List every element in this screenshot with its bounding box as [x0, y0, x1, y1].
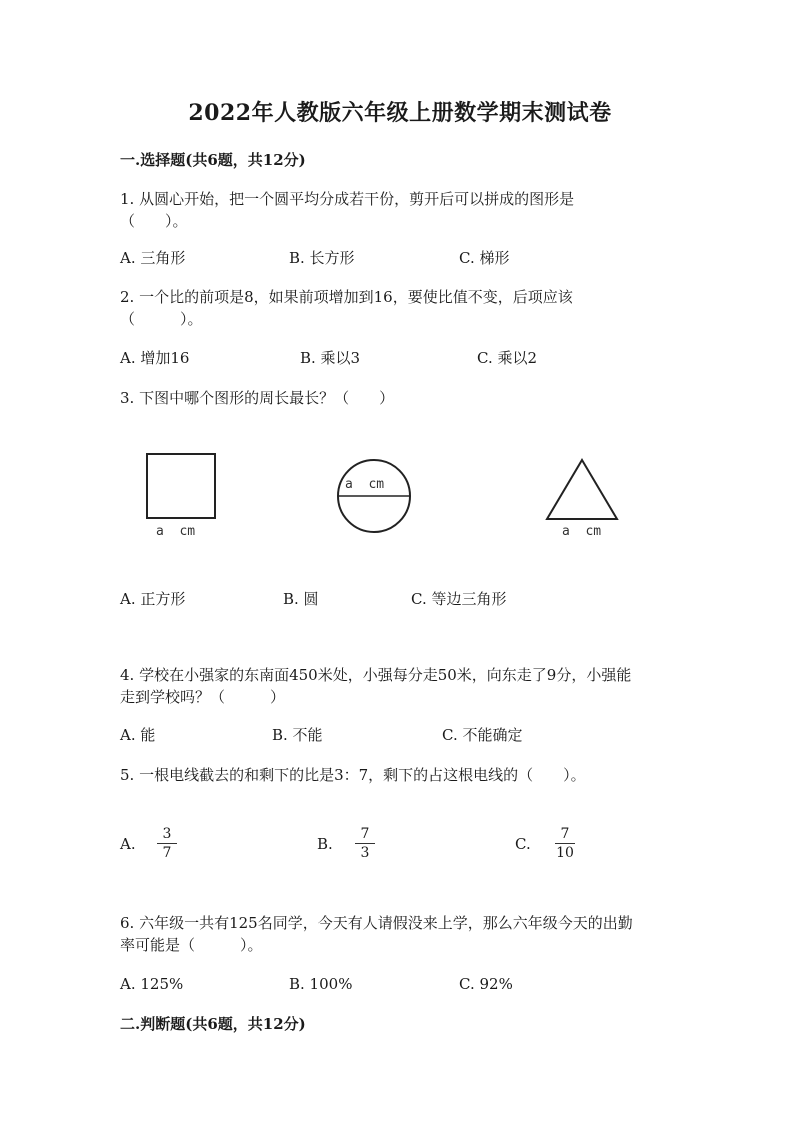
triangle-shape: [547, 460, 617, 519]
q5-fraction-b-denominator: 3: [360, 845, 370, 861]
q4-option-b[interactable]: B. 不能: [272, 726, 323, 744]
question-2-line2: （ ）。: [120, 310, 203, 328]
question-4: [120, 664, 690, 708]
question-3-line1: 3. 下图中哪个图形的周长最长？（ ）: [120, 389, 395, 407]
triangle-label: a cm: [562, 524, 602, 539]
question-1-line2: （ ）。: [120, 212, 188, 230]
q5-fraction-c-numerator: 7: [560, 826, 570, 842]
q5-fraction-c-bar: [555, 843, 575, 844]
q2-option-a[interactable]: A. 增加16: [120, 349, 190, 367]
q5-fraction-b[interactable]: [355, 826, 375, 861]
question-6-line2: 率可能是（ ）。: [120, 936, 263, 954]
q2-option-c[interactable]: C. 乘以2: [477, 349, 538, 367]
circle-figure: [334, 456, 414, 536]
q3-option-c[interactable]: C. 等边三角形: [411, 590, 507, 608]
q1-option-c[interactable]: C. 梯形: [459, 249, 510, 267]
q2-option-b[interactable]: B. 乘以3: [300, 349, 361, 367]
q6-option-c[interactable]: C. 92%: [459, 975, 513, 993]
question-2: [120, 286, 690, 330]
question-3: [120, 387, 690, 409]
q6-option-b[interactable]: B. 100%: [289, 975, 353, 993]
question-6-line1: 6. 六年级一共有125名同学，今天有人请假没来上学，那么六年级今天的出勤: [120, 914, 633, 932]
q5-fraction-a[interactable]: [157, 826, 177, 861]
q1-option-b[interactable]: B. 长方形: [289, 249, 355, 267]
question-4-line2: 走到学校吗？（ ）: [120, 688, 286, 706]
q5-fraction-b-numerator: 7: [360, 826, 370, 842]
question-2-line1: 2. 一个比的前项是8，如果前项增加到16，要使比值不变，后项应该: [120, 288, 573, 306]
q5-fraction-c[interactable]: [555, 826, 575, 861]
q5-fraction-a-denominator: 7: [162, 845, 172, 861]
question-1: [120, 188, 690, 232]
question-5: [120, 764, 690, 786]
square-label: a cm: [156, 524, 196, 539]
q6-option-a[interactable]: A. 125%: [120, 975, 184, 993]
q5-fraction-b-bar: [355, 843, 375, 844]
triangle-figure: [542, 455, 622, 525]
q4-option-c[interactable]: C. 不能确定: [442, 726, 523, 744]
q5-fraction-a-bar: [157, 843, 177, 844]
q1-option-a[interactable]: A. 三角形: [120, 249, 186, 267]
q5-fraction-a-numerator: 3: [162, 826, 172, 842]
section-heading-choice: 一.选择题(共6题，共12分): [120, 151, 306, 169]
q5-fraction-c-denominator: 10: [556, 845, 574, 861]
section-heading-judgment: 二.判断题(共6题，共12分): [120, 1015, 306, 1033]
question-4-line1: 4. 学校在小强家的东南面450米处，小强每分走50米，向东走了9分，小强能: [120, 666, 632, 684]
square-figure: [140, 448, 224, 524]
circle-label: a cm: [345, 477, 385, 492]
q5-option-c[interactable]: C.: [515, 835, 531, 853]
q5-option-b[interactable]: B.: [317, 835, 333, 853]
q5-option-a[interactable]: A.: [120, 835, 136, 853]
page-title: 2022年人教版六年级上册数学期末测试卷: [188, 100, 612, 126]
question-6: [120, 912, 690, 956]
q4-option-a[interactable]: A. 能: [120, 726, 156, 744]
q3-option-b[interactable]: B. 圆: [283, 590, 319, 608]
question-1-line1: 1. 从圆心开始，把一个圆平均分成若干份，剪开后可以拼成的图形是: [120, 190, 575, 208]
q3-option-a[interactable]: A. 正方形: [120, 590, 186, 608]
square-shape: [147, 454, 215, 518]
question-5-line1: 5. 一根电线截去的和剩下的比是3：7，剩下的占这根电线的（ ）。: [120, 766, 586, 784]
